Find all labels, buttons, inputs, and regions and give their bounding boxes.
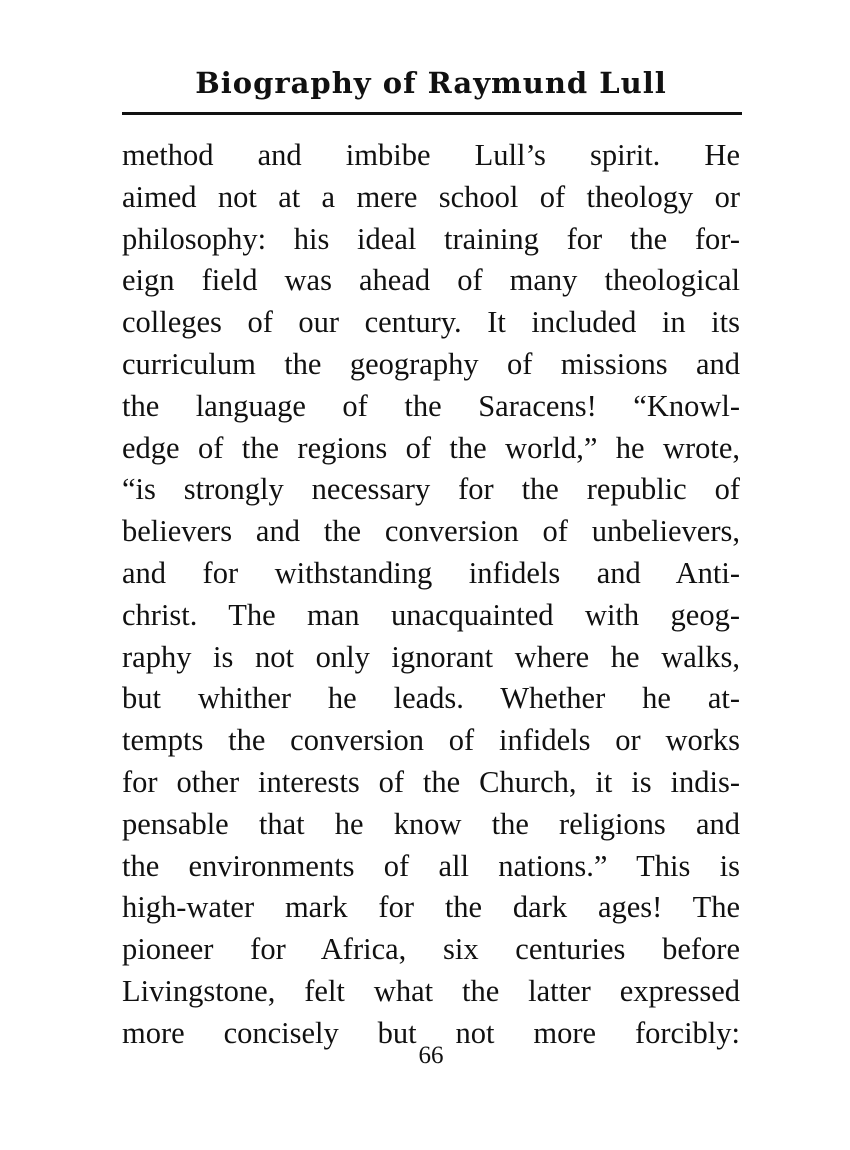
text-line: pensable that he know the religions and: [122, 806, 740, 841]
text-line: philosophy: his ideal training for the for-: [122, 221, 740, 256]
text-line: more concisely but not more forcibly:: [122, 1015, 740, 1050]
text-line: colleges of our century. It included in its: [122, 305, 740, 340]
text-line: high-water mark for the dark ages! The: [122, 890, 740, 925]
text-line: for other interests of the Church, it is indis-: [122, 764, 740, 799]
text-line: Livingstone, felt what the latter expressed: [122, 973, 740, 1008]
text-line: eign field was ahead of many theological: [122, 263, 740, 298]
text-line: and for withstanding infidels and Anti-: [122, 555, 740, 590]
text-line: tempts the conversion of infidels or works: [122, 723, 740, 758]
text-line: but whither he leads. Whether he at-: [122, 681, 740, 716]
page-number: 66: [418, 1042, 444, 1069]
text-line: pioneer for Africa, six centuries before: [122, 932, 740, 967]
text-line: “is strongly necessary for the republic of: [122, 472, 740, 507]
text-line: believers and the conversion of unbelievers,: [122, 514, 740, 549]
text-line: method and imbibe Lull’s spirit. He: [122, 138, 740, 172]
text-line: edge of the regions of the world,” he wrote,: [122, 430, 740, 465]
text-line: the language of the Saracens! “Knowl-: [122, 388, 740, 423]
header-rule: [122, 112, 742, 115]
body-text: [122, 135, 740, 1055]
text-line: curriculum the geography of missions and: [122, 346, 740, 381]
text-line: the environments of all nations.” This is: [122, 848, 740, 883]
running-head: Biography of Raymund Lull: [195, 66, 667, 100]
text-line: christ. The man unacquainted with geog-: [122, 597, 740, 632]
text-line: aimed not at a mere school of theology or: [122, 179, 740, 214]
text-line: raphy is not only ignorant where he walks,: [122, 639, 740, 674]
